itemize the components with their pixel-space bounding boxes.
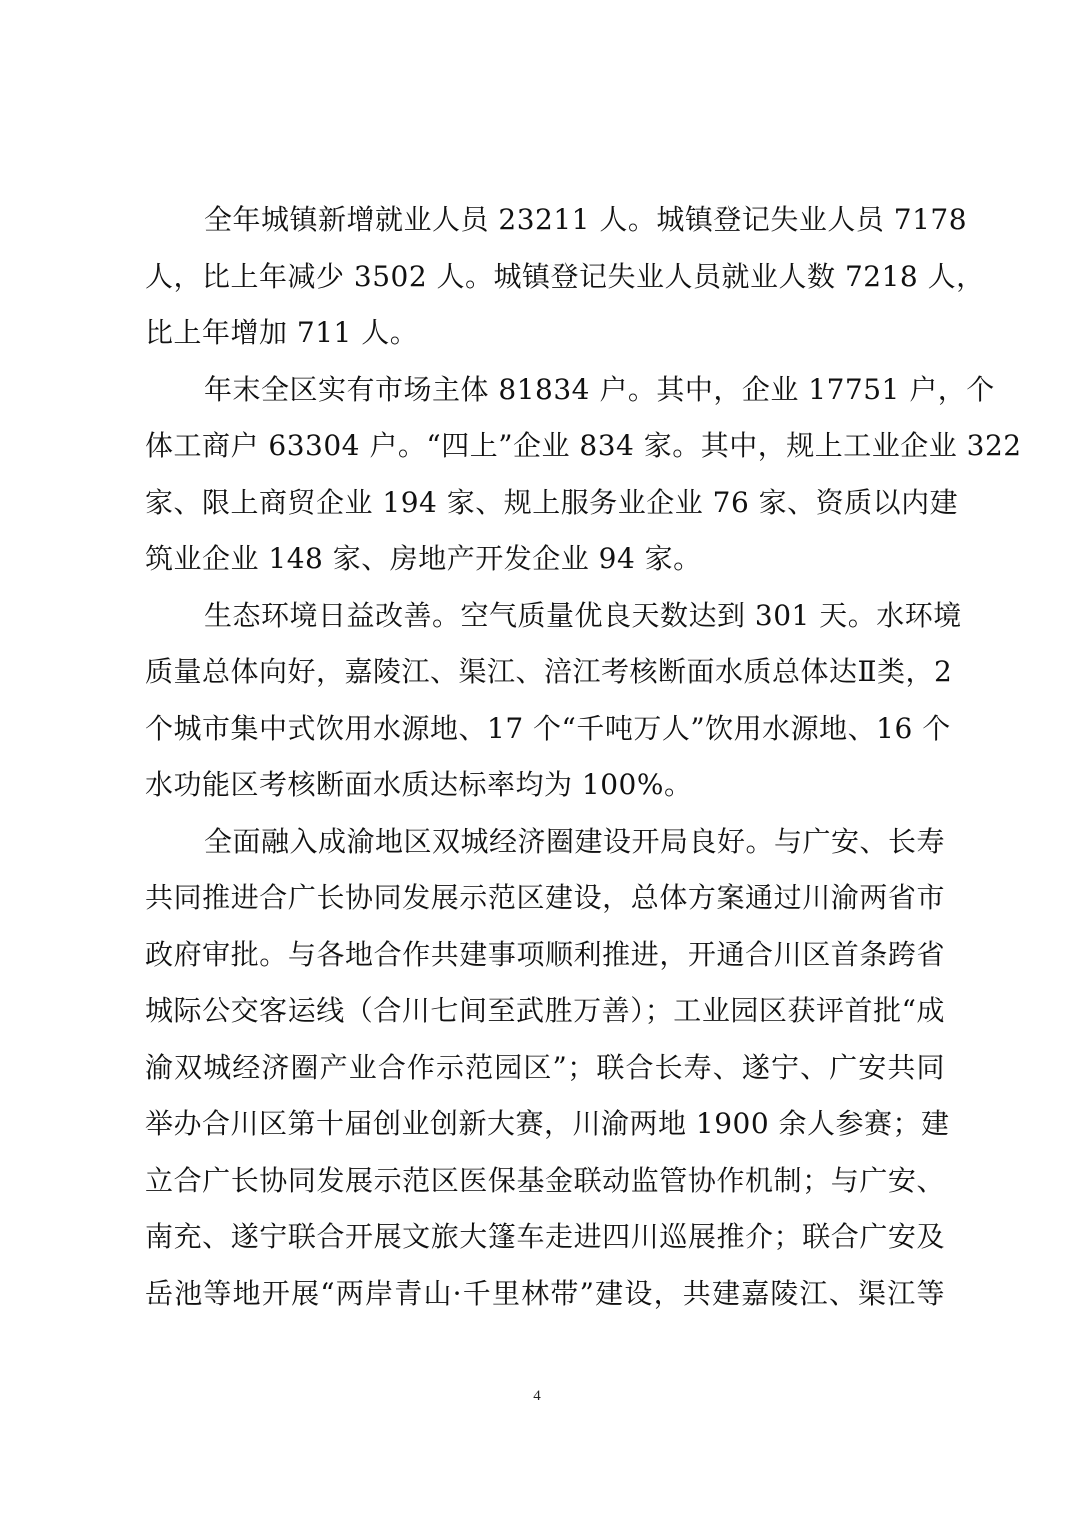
text-line: 举办合川区第十届创业创新大赛，川渝两地 1900 余人参赛；建	[145, 1107, 950, 1140]
text-line: 立合广长协同发展示范区医保基金联动监管协作机制；与广安、	[145, 1163, 945, 1197]
text-line: 共同推进合广长协同发展示范区建设，总体方案通过川渝两省市	[145, 881, 945, 914]
paragraph-market-entities	[145, 362, 1022, 588]
page-number: 4	[533, 1388, 541, 1404]
text-line: 水功能区考核断面水质达标率均为 100%。	[145, 768, 693, 801]
text-line: 渝双城经济圈产业合作示范园区”；联合长寿、遂宁、广安共同	[145, 1050, 945, 1084]
text-line: 岳池等地开展“两岸青山·千里林带”建设，共建嘉陵江、渠江等	[145, 1276, 945, 1310]
text-line: 个城市集中式饮用水源地、17 个“千吨万人”饮用水源地、16 个	[145, 711, 951, 745]
text-line: 质量总体向好，嘉陵江、渠江、涪江考核断面水质总体达Ⅱ类，2	[145, 655, 953, 688]
text-line: 政府审批。与各地合作共建事项顺利推进，开通合川区首条跨省	[145, 937, 945, 971]
text-line: 人，比上年减少 3502 人。城镇登记失业人员就业人数 7218 人，	[145, 259, 985, 293]
text-line: 全年城镇新增就业人员 23211 人。城镇登记失业人员 7178	[204, 203, 968, 236]
text-line: 体工商户 63304 户。“四上”企业 834 家。其中，规上工业企业 322	[145, 429, 1022, 462]
paragraph-environment	[145, 588, 962, 814]
text-line: 比上年增加 711 人。	[145, 316, 419, 349]
text-line: 全面融入成渝地区双城经济圈建设开局良好。与广安、长寿	[204, 824, 946, 858]
text-line: 生态环境日益改善。空气质量优良天数达到 301 天。水环境	[204, 598, 962, 632]
text-line: 筑业企业 148 家、房地产开发企业 94 家。	[145, 542, 702, 575]
text-line: 城际公交客运线（合川七间至武胜万善）；工业园区获评首批“成	[145, 994, 945, 1027]
paragraph-employment	[145, 192, 985, 362]
text-line: 年末全区实有市场主体 81834 户。其中，企业 17751 户，个	[204, 372, 995, 406]
body-text	[145, 192, 1022, 1322]
paragraph-chengyu-integration	[145, 814, 950, 1323]
text-line: 南充、遂宁联合开展文旅大篷车走进四川巡展推介；联合广安及	[145, 1220, 945, 1253]
text-line: 家、限上商贸企业 194 家、规上服务业企业 76 家、资质以内建	[145, 485, 959, 519]
